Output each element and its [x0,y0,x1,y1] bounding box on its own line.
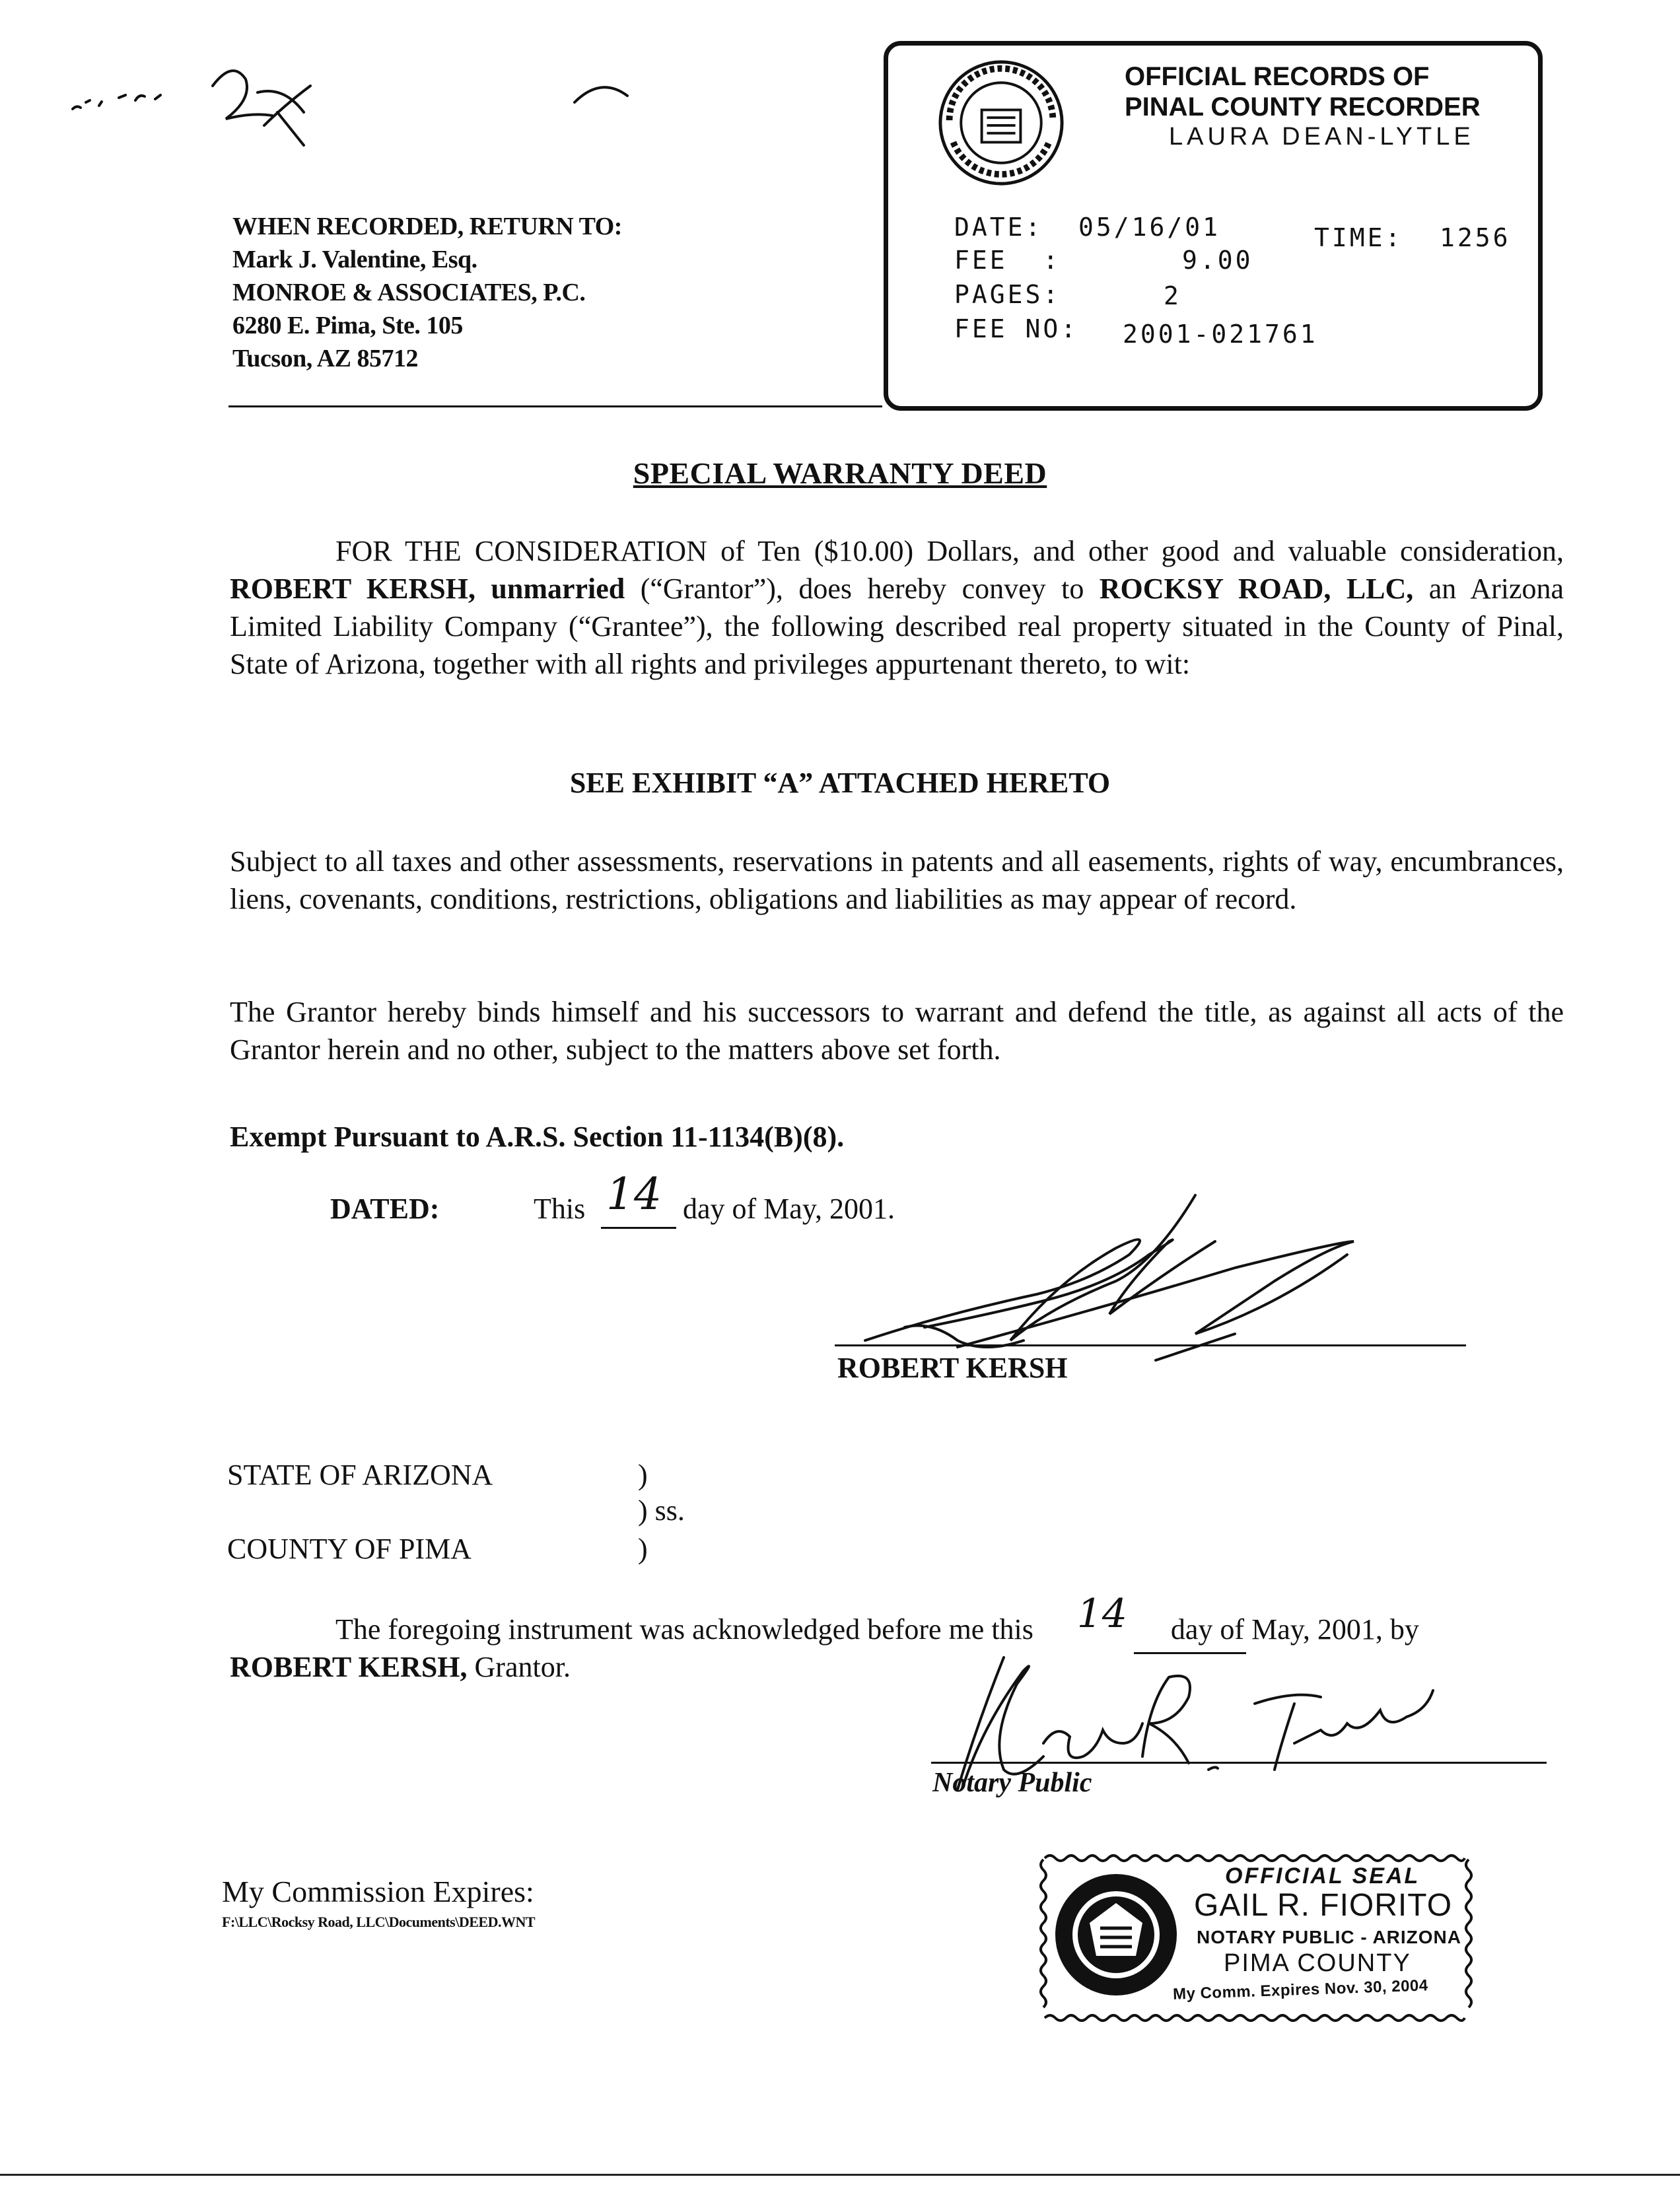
date-value: 05/16/01 [1078,213,1221,242]
notary-seal-name: GAIL R. FIORITO [1194,1888,1453,1923]
commission-expires: My Commission Expires: [222,1875,534,1908]
dated-day-handwritten: 14 [606,1169,662,1220]
venue-paren: ) [638,1533,648,1565]
time-value: 1256 [1440,223,1511,252]
return-line: MONROE & ASSOCIATES, P.C. [232,279,586,306]
notary-signature [925,1631,1440,1829]
fee-label: FEE : [954,246,1061,275]
dated-rest: day of May, 2001. [683,1193,895,1225]
venue-county: COUNTY OF PIMA [227,1533,472,1565]
dated-blank [601,1227,676,1229]
notary-seal-expiry: My Comm. Expires Nov. 30, 2004 [1172,1976,1429,2003]
fee-value: 9.00 [1182,246,1253,275]
ack-day-handwritten: 14 [1076,1591,1128,1637]
text: day of May, 2001, by [1170,1613,1419,1646]
exemption-statement: Exempt Pursuant to A.R.S. Section 11-1134(B)(8). [230,1121,845,1153]
subject-to-paragraph: Subject to all taxes and other assessments, reservations in patents and all easements, rights of way, encumbrances, liens, covenants, conditions, restrictions, obligations and liabilities as may appear of record. [230,845,1564,915]
text: FOR THE CONSIDERATION of Ten ($10.00) Dollars, and other good and valuable consideration, [335,535,1564,567]
notary-seal-role: NOTARY PUBLIC - ARIZONA [1197,1927,1461,1947]
ack-name: ROBERT KERSH, [230,1651,468,1683]
text: Grantor. [467,1651,571,1683]
date-label: DATE: [954,213,1043,242]
venue-paren: ) [638,1459,648,1491]
return-line: Mark J. Valentine, Esq. [232,246,477,273]
return-line: 6280 E. Pima, Ste. 105 [232,312,463,339]
time-label: TIME: [1314,223,1403,252]
notary-seal-title: OFFICIAL SEAL [1225,1863,1420,1889]
county-seal-icon [936,58,1066,188]
venue-state: STATE OF ARIZONA [227,1459,493,1491]
signature-line [931,1762,1547,1764]
grantor-signature-name: ROBERT KERSH [837,1352,1068,1384]
fee-no-label: FEE NO: [954,314,1079,343]
handwritten-marks [40,40,634,158]
pages-label: PAGES: [954,280,1061,309]
dated-label: DATED: [330,1193,440,1225]
return-line: Tucson, AZ 85712 [232,345,418,372]
text: The foregoing instrument was acknowledged before me this [335,1613,1033,1646]
document-title: SPECIAL WARRANTY DEED [633,456,1047,490]
recorder-title: OFFICIAL RECORDS OF [1125,62,1430,91]
pages-value: 2 [1164,281,1181,310]
fee-no-value: 2001-021761 [1123,320,1318,349]
signature-line [835,1344,1466,1346]
dated-this: This [534,1193,586,1225]
exhibit-reference: SEE EXHIBIT “A” ATTACHED HERETO [569,767,1111,799]
notary-public-label: Notary Public [932,1768,1092,1798]
warranty-paragraph: The Grantor hereby binds himself and his successors to warrant and defend the title, as against all acts of the Grantor herein and no other, subject to the matters above set forth. [230,996,1564,1066]
file-path: F:\LLC\Rocksy Road, LLC\Documents\DEED.WNT [222,1914,536,1930]
recorder-name: LAURA DEAN-LYTLE [1169,123,1475,151]
notary-seal-county: PIMA COUNTY [1224,1949,1411,1977]
return-heading: WHEN RECORDED, RETURN TO: [232,213,622,240]
text: (“Grantor”), does hereby convey to [625,573,1100,605]
text: an Arizona Limited Liability Company (“Grantee”), the following described real property situated in the County of Pinal, State of Arizona, together with all rights and privileges appurtenant thereto, to wit: [230,573,1564,680]
venue-ss: ) ss. [638,1494,685,1527]
recorder-title: PINAL COUNTY RECORDER [1125,92,1481,122]
conveyance-paragraph [230,532,1564,683]
return-address [232,210,622,375]
grantor-name: ROBERT KERSH, unmarried [230,573,625,605]
grantee-name: ROCKSY ROAD, LLC, [1099,573,1414,605]
divider [228,405,882,407]
page-bottom-edge [0,2174,1680,2176]
